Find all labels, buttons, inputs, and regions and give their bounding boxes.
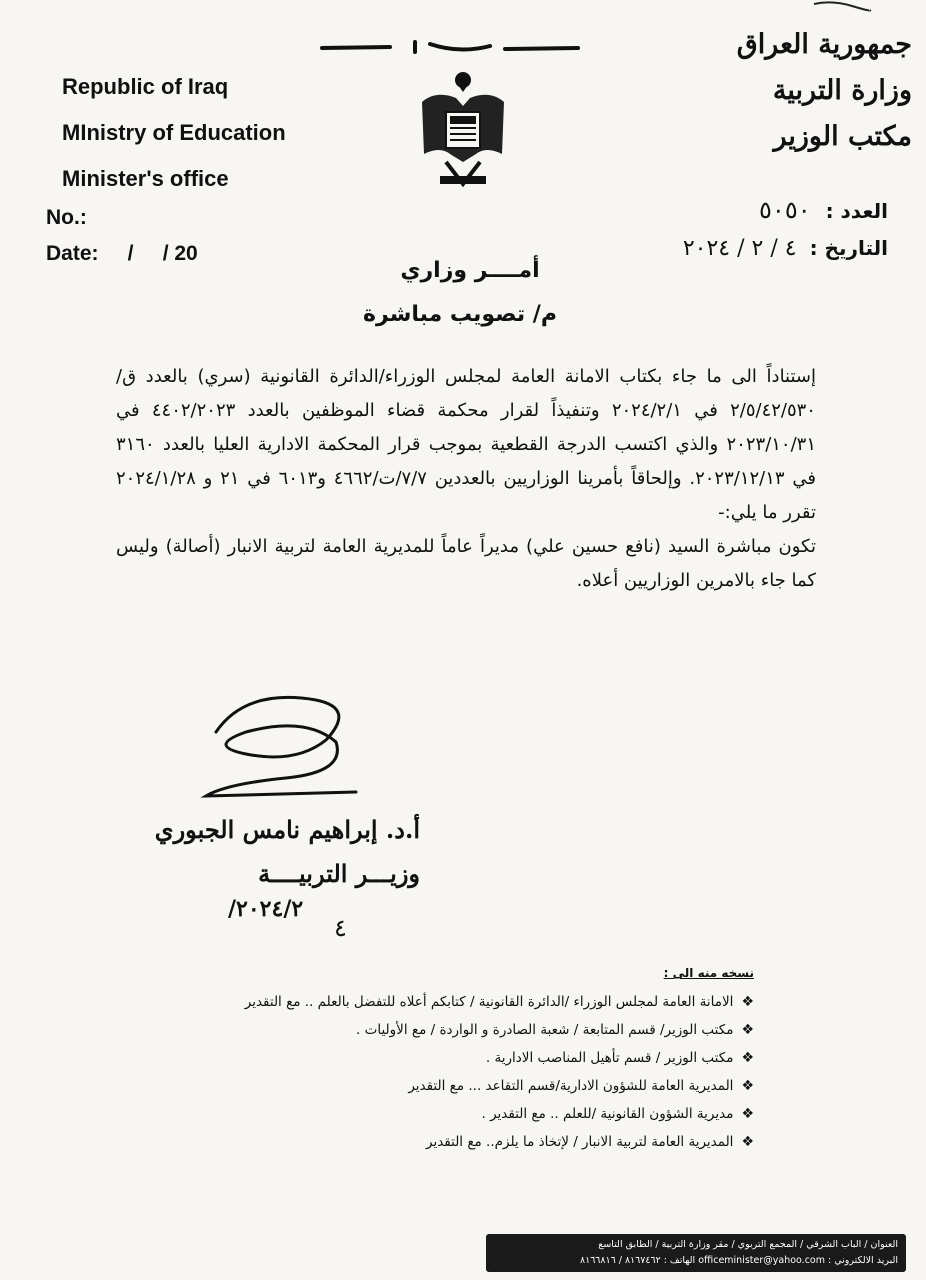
list-item: ❖مديرية الشؤون القانونية /للعلم .. مع التقدير . — [134, 1100, 754, 1128]
address-footer — [486, 1234, 906, 1272]
signer-block — [140, 808, 420, 896]
basmala-calligraphy-icon — [320, 40, 580, 54]
diamond-bullet-icon: ❖ — [741, 994, 754, 1010]
signer-name: أ.د. إبراهيم نامس الجبوري — [154, 815, 420, 844]
order-body — [116, 360, 816, 598]
date-field-label-en: Date: / / 20 — [46, 242, 198, 265]
office-name-ar: مكتب الوزير — [773, 121, 912, 152]
footer-address: العنوان / الباب الشرقي / المجمع التربوي / مقر وزارة التربية / الطابق التاسع — [598, 1239, 898, 1250]
order-title: أمــــر وزاري — [400, 258, 540, 283]
number-field-label-en: No.: — [46, 206, 87, 229]
date-value-ar: ٤ / ٢ / ٢٠٢٤ — [682, 236, 797, 261]
english-letterhead — [62, 64, 286, 202]
diamond-bullet-icon: ❖ — [741, 1106, 754, 1122]
diamond-bullet-icon: ❖ — [741, 1050, 754, 1066]
ministry-name-ar: وزارة التربية — [772, 75, 912, 106]
signature-date: ٢٠٢٤/٢/ — [228, 896, 304, 922]
body-paragraph-2: تكون مباشرة السيد (نافع حسين علي) مديراً عاماً للمديرية العامة لتربية الانبار (أصالة) وليس كما جاء بالامرين الوزاريين أعلاه. — [116, 536, 816, 591]
signer-title: وزيـــر التربيــــة — [258, 859, 420, 888]
copies-to-label: نسخه منه الى : — [663, 966, 754, 980]
order-subject: م/ تصويب مباشرة — [363, 302, 557, 327]
office-name-en: Minister's office — [62, 166, 229, 191]
document-number-ar — [759, 196, 888, 224]
diamond-bullet-icon: ❖ — [741, 1078, 754, 1094]
ministry-name-en: MInistry of Education — [62, 120, 286, 145]
list-item: ❖المديرية العامة للشؤون الادارية/قسم التقاعد ... مع التقدير — [134, 1072, 754, 1100]
diamond-bullet-icon: ❖ — [741, 1134, 754, 1150]
list-item: ❖مكتب الوزير / قسم تأهيل المناصب الادارية . — [134, 1044, 754, 1072]
arabic-letterhead — [692, 22, 912, 160]
copies-list — [134, 988, 754, 1156]
footer-contact: البريد الالكتروني : officeminister@yahoo.com الهاتف : ٨١٦٧٤٦٢ / ٨١٦٦٨١٦ — [579, 1255, 898, 1266]
signature-date-day: ٤ — [334, 914, 347, 942]
list-item: ❖مكتب الوزير/ قسم المتابعة / شعبة الصادرة و الواردة / مع الأوليات . — [134, 1016, 754, 1044]
list-item: ❖المديرية العامة لتربية الانبار / لإتخاذ ما يلزم.. مع التقدير — [134, 1128, 754, 1156]
date-label-ar: التاريخ : — [809, 236, 888, 260]
number-value-ar: ٥٠٥٠ — [759, 196, 811, 224]
country-name-en: Republic of Iraq — [62, 74, 229, 99]
country-name-ar: جمهورية العراق — [736, 29, 912, 60]
list-item: ❖الامانة العامة لمجلس الوزراء /الدائرة القانونية / كتابكم أعلاه للتفضل بالعلم .. مع التقدير — [134, 988, 754, 1016]
body-paragraph-1: إستناداً الى ما جاء بكتاب الامانة العامة لمجلس الوزراء/الدائرة القانونية (سري) بالعدد ق/٢/٥/٤٢/٥٣٠ في ٢٠٢٤/٢/١ وتنفيذاً لقرار محكمة قضاء الموظفين بالعدد ٤٤٠٢/٢٠٢٣ في ٢٠٢٣/١٠/٣١ والذي اكتسب الدرجة القطعية بموجب قرار المحكمة الادارية العليا بالعدد ٣١٦٠ في ٢٠٢٣/١٢/١٣. وإلحاقاً بأمرينا الوزاريين بالعددين ٧/٧/ت/٤٦٦٢ و٦٠١٣ في ٢١ و ٢٠٢٤/١/٢٨ تقرر ما يلي:- — [116, 366, 816, 523]
iraq-eagle-emblem-icon — [416, 62, 510, 190]
corner-pen-mark — [812, 0, 872, 12]
document-date-ar — [683, 236, 888, 261]
handwritten-signature-icon — [186, 692, 366, 802]
number-label-ar: العدد : — [825, 199, 888, 223]
diamond-bullet-icon: ❖ — [741, 1022, 754, 1038]
